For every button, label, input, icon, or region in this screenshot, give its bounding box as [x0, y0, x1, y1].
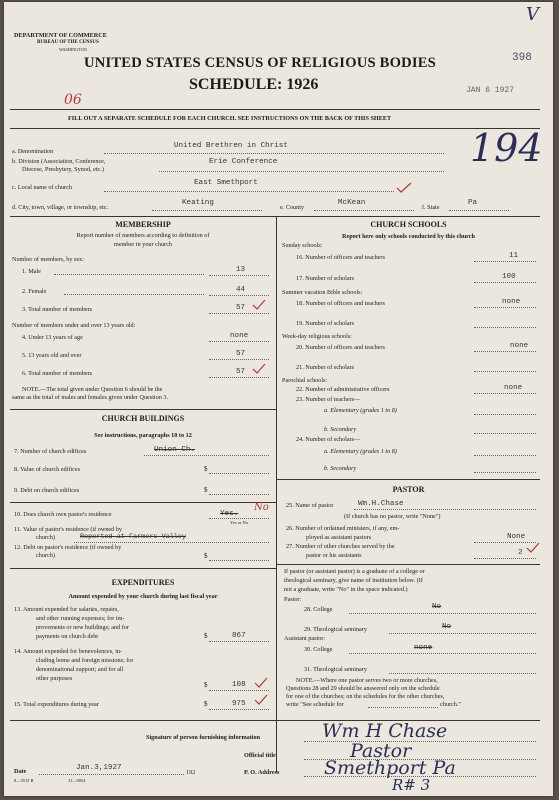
schools-heading: CHURCH SCHOOLS — [370, 220, 447, 229]
benevolences-label-3: denominational support; and for all — [36, 666, 124, 673]
form-title: UNITED STATES CENSUS OF RELIGIOUS BODIES — [84, 55, 436, 71]
expenditures-top-rule — [10, 568, 276, 569]
edifice-value-label: 8. Value of church edifices — [14, 466, 81, 473]
summer-officers-value: none — [502, 298, 521, 306]
pastor-sub-label: Pastor: — [284, 596, 302, 603]
sunday-officers-value: 11 — [509, 252, 519, 260]
total-members-value-q6: 57 — [236, 368, 246, 376]
handwritten-code: 06 — [64, 92, 82, 108]
instruction-rule — [10, 128, 540, 129]
edifice-value-line — [209, 473, 269, 474]
graduate-instruction-3: not a graduate, write "No" in the space indicated.) — [284, 586, 408, 593]
pastor-top-rule — [276, 479, 540, 480]
total-expenditures-line — [209, 709, 269, 710]
state-value: Pa — [468, 199, 478, 207]
address-value: Smethport Pa — [324, 757, 456, 779]
summer-officers-line — [474, 307, 536, 308]
city-label: WASHINGTON — [59, 47, 87, 52]
pastor-name-value: Wm.H.Chase — [358, 500, 404, 508]
signature-label: Signature of person furnishing information — [146, 734, 261, 741]
official-title-value: Pastor — [350, 740, 412, 762]
admin-officers-label: 22. Number of administrative officers — [296, 386, 390, 393]
date-line — [39, 774, 184, 775]
handwritten-margin-number: 194 — [470, 126, 543, 170]
total-members-line-q3 — [209, 313, 269, 314]
running-expenses-label-1: 13. Amount expended for salaries, repairs, — [14, 606, 119, 613]
running-expenses-label-2: and other running expenses; for im- — [36, 615, 125, 622]
column-divider — [276, 216, 277, 772]
buildings-top-rule — [10, 409, 276, 410]
residence-debt-dollar: $ — [204, 552, 208, 560]
assistant-pastor-sub-label: Assistant pastor: — [284, 635, 326, 642]
denomination-line — [104, 153, 444, 154]
teachers-elementary-line — [474, 414, 536, 415]
admin-officers-value: none — [504, 384, 523, 392]
signature-value: Wm H Chase — [322, 720, 448, 742]
signature-line — [304, 741, 536, 742]
sunday-officers-label: 16. Number of officers and teachers — [296, 254, 385, 261]
scholars-elementary-label: a. Elementary (grades 1 to 8) — [324, 448, 397, 455]
scholars-elementary-line — [474, 455, 536, 456]
sunday-scholars-label: 17. Number of scholars — [296, 275, 355, 282]
summer-officers-label: 18. Number of officers and teachers — [296, 300, 385, 307]
weekday-officers-label: 20. Number of officers and teachers — [296, 344, 385, 351]
benevolences-label-2: cluding home and foreign missions; for — [36, 657, 134, 664]
weekday-officers-line — [474, 351, 536, 352]
state-line — [449, 210, 509, 211]
residence-debt-label-1: 12. Debt on pastor's residence (if owned by — [14, 544, 122, 551]
admin-officers-line — [474, 393, 536, 394]
signature-top-rule — [10, 720, 540, 721]
owns-residence-label: 10. Does church own pastor's residence — [14, 511, 112, 518]
benevolences-label-1: 14. Amount expended for benevolences, in- — [14, 648, 123, 655]
pastor-name-label: 25. Name of pastor — [286, 502, 334, 509]
teachers-elementary-label: a. Elementary (grades 1 to 8) — [324, 407, 397, 414]
header-rule — [10, 109, 540, 110]
membership-heading: MEMBERSHIP — [115, 220, 171, 229]
form-code: 8—5515 B — [14, 778, 34, 783]
residence-value-label-2: church) — [36, 534, 55, 541]
assistant-college-value: none — [414, 644, 433, 652]
graduate-instruction-2: theological seminary, give name of institution below. (If — [284, 577, 423, 584]
total-members-label-q3: 3. Total number of members — [22, 306, 93, 313]
date-year-suffix: 192 — [186, 769, 196, 776]
membership-intro-1: Report number of members according to definition of — [76, 232, 210, 239]
pastor-name-hint: (If church has no pastor, write "None") — [344, 513, 441, 520]
pastor-note-2: Questions 28 and 29 should be answered only on the schedule — [286, 685, 440, 692]
pastor-college-line — [349, 613, 536, 614]
male-leader — [54, 274, 204, 275]
benevolences-value: 108 — [232, 681, 246, 689]
department-label: DEPARTMENT OF COMMERCE — [14, 32, 107, 39]
assistant-ministers-value: None — [507, 533, 526, 541]
residence-value-typed: Reported at Farmers Valley — [80, 533, 187, 541]
pastor-heading: PASTOR — [392, 485, 425, 494]
pastor-note-3: for one of the churches; on the schedules for the other churches, — [286, 693, 445, 700]
teachers-secondary-label: b. Secondary — [324, 426, 357, 433]
bureau-label: BUREAU OF THE CENSUS — [37, 40, 99, 45]
separate-schedule-instruction: FILL OUT A SEPARATE SCHEDULE FOR EACH CHURCH. SEE INSTRUCTIONS ON THE BACK OF THIS SHEET — [68, 115, 392, 122]
female-line — [209, 295, 269, 296]
red-check-icon — [252, 299, 266, 311]
running-expenses-label-4: payments on church debt — [36, 633, 99, 640]
teachers-label: 23. Number of teachers— — [296, 396, 361, 403]
red-check-icon — [252, 363, 266, 375]
division-label-line1: b. Division (Association, Conference, — [12, 158, 106, 165]
weekday-scholars-label: 21. Number of scholars — [296, 364, 355, 371]
church-edifices-line — [144, 455, 269, 456]
official-title-label: Official title — [244, 752, 276, 759]
membership-intro-2: member in your church — [114, 241, 172, 248]
denomination-value: United Brethren in Christ — [174, 142, 288, 150]
assistant-college-line — [349, 653, 536, 654]
other-churches-label-1: 27. Number of other churches served by the — [286, 543, 395, 550]
city-township-label: d. City, town, village, or township, etc. — [12, 204, 109, 211]
running-expenses-dollar: $ — [204, 632, 208, 640]
over-13-label: 5. 13 years old and over — [22, 352, 82, 359]
red-check-icon — [254, 694, 268, 706]
yes-or-no-hint: Yes or No — [230, 520, 249, 525]
schools-instruction: Report here only schools conducted by this church — [342, 233, 475, 240]
date-value: Jan.3,1927 — [76, 764, 122, 772]
owns-residence-typed: Yes. — [220, 510, 239, 518]
buildings-instruction: See instructions, paragraphs 10 to 12 — [94, 432, 192, 439]
edifice-debt-dollar: $ — [204, 486, 208, 494]
pastor-note-1: NOTE.—Where one pastor serves two or more churches, — [296, 677, 438, 684]
female-leader — [64, 294, 204, 295]
residence-debt-line — [209, 560, 269, 561]
summer-schools-label: Summer vacation Bible schools: — [282, 289, 363, 296]
benevolences-dollar: $ — [204, 681, 208, 689]
denomination-label: a. Denomination — [12, 148, 54, 155]
male-line — [209, 275, 269, 276]
total-expenditures-label: 15. Total expenditures during year — [14, 701, 99, 708]
county-label: e. County — [280, 204, 305, 211]
owns-residence-line — [209, 518, 269, 519]
residence-value-label-1: 11. Value of pastor's residence (if owned by — [14, 526, 122, 533]
under-13-value: none — [230, 332, 249, 340]
division-line — [159, 171, 444, 172]
division-label-line2: Diocese, Presbytery, Synod, etc.) — [22, 166, 104, 173]
address-label: P. O. Address — [244, 769, 280, 776]
expenditures-instruction: Amount expended by your church during last fiscal year — [68, 593, 218, 600]
summer-scholars-label: 19. Number of scholars — [296, 320, 355, 327]
pastor-seminary-label: 29. Theological seminary — [304, 626, 367, 633]
division-value: Erie Conference — [209, 158, 278, 166]
weekday-officers-value: none — [510, 342, 529, 350]
pastor-college-value: No — [432, 603, 442, 611]
membership-note-2: same as the total of males and females given under Question 3. — [12, 394, 169, 401]
church-edifices-label: 7. Number of church edifices — [14, 448, 87, 455]
city-township-value: Keating — [182, 199, 214, 207]
county-line — [314, 210, 414, 211]
benevolences-line — [209, 690, 269, 691]
total-expenditures-value: 975 — [232, 700, 246, 708]
census-schedule-sheet — [4, 2, 553, 796]
running-expenses-value: 867 — [232, 632, 246, 640]
total-members-label-q6: 6. Total number of members — [22, 370, 93, 377]
pastor-note-4: write "See schedule for — [286, 701, 344, 708]
buildings-heading: CHURCH BUILDINGS — [101, 414, 185, 423]
assistant-college-label: 30. College — [304, 646, 333, 653]
members-by-sex-label: Number of members, by sex: — [12, 256, 84, 263]
sunday-scholars-line — [474, 282, 536, 283]
buildings-mid-rule — [10, 502, 276, 503]
summer-scholars-line — [474, 327, 536, 328]
edifice-debt-label: 9. Debt on church edifices — [14, 487, 80, 494]
benevolences-label-4: other purposes — [36, 675, 73, 682]
form-code-2: 11—9054 — [68, 778, 86, 783]
red-check-icon — [526, 542, 540, 554]
received-date-stamp: JAN 6 1927 — [466, 86, 515, 95]
schedule-title: SCHEDULE: 1926 — [189, 76, 319, 93]
county-value: McKean — [338, 199, 366, 207]
parochial-schools-label: Parochial schools: — [282, 377, 328, 384]
owns-residence-handwritten: No — [254, 502, 269, 513]
total-members-line-q6 — [209, 377, 269, 378]
female-value: 44 — [236, 286, 246, 294]
edifice-debt-line — [209, 494, 269, 495]
edifice-value-dollar: $ — [204, 465, 208, 473]
pastor-seminary-line — [389, 633, 536, 634]
assistant-ministers-label-1: 26. Number of ordained ministers, if any, em- — [286, 525, 400, 532]
local-name-line — [104, 191, 394, 192]
city-township-line — [152, 210, 262, 211]
running-expenses-line — [209, 641, 269, 642]
local-name-value: East Smethport — [194, 179, 258, 187]
over-13-value: 57 — [236, 350, 246, 358]
scholars-label: 24. Number of scholars— — [296, 436, 361, 443]
total-members-value-q3: 57 — [236, 304, 246, 312]
state-label: f. State — [422, 204, 440, 211]
scholars-secondary-line — [474, 472, 536, 473]
date-label: Date — [14, 768, 27, 775]
assistant-ministers-label-2: ployed as assistant pastors — [306, 534, 372, 541]
other-churches-line — [474, 558, 536, 559]
sunday-scholars-value: 100 — [502, 273, 516, 281]
male-label: 1. Male — [22, 268, 41, 275]
sunday-schools-label: Sunday schools: — [282, 242, 323, 249]
other-churches-label-2: pastor or his assistants — [306, 552, 362, 559]
pastor-note-5: church." — [440, 701, 461, 708]
sunday-officers-line — [474, 261, 536, 262]
corner-check-mark: V — [526, 4, 539, 25]
pastor-name-line — [354, 509, 536, 510]
residence-value-line — [74, 542, 269, 543]
pastor-note-line — [368, 707, 438, 708]
red-check-icon — [396, 182, 412, 194]
red-check-icon — [254, 677, 268, 689]
teachers-secondary-line — [474, 433, 536, 434]
section-top-rule — [10, 216, 540, 217]
pastor-seminary-value: No — [442, 623, 452, 631]
scholars-secondary-label: b. Secondary — [324, 465, 357, 472]
expenditures-heading: EXPENDITURES — [111, 578, 175, 587]
weekday-schools-label: Week-day religious schools: — [282, 333, 352, 340]
address-value-rural-route: R# 3 — [392, 776, 431, 794]
pastor-college-label: 28. College — [304, 606, 333, 613]
assistant-seminary-label: 31. Theological seminary — [304, 666, 367, 673]
residence-debt-label-2: church) — [36, 552, 55, 559]
weekday-scholars-line — [474, 371, 536, 372]
running-expenses-label-3: provements or new buildings; and for — [36, 624, 129, 631]
file-number-stamp: 398 — [512, 52, 532, 64]
other-churches-value: 2 — [518, 549, 523, 557]
age-breakdown-label: Number of members under and over 13 years old: — [12, 322, 136, 329]
under-13-label: 4. Under 13 years of age — [22, 334, 83, 341]
assistant-seminary-line — [389, 673, 536, 674]
over-13-line — [209, 359, 269, 360]
local-name-label: c. Local name of church — [12, 184, 72, 191]
graduate-instruction-1: If pastor (or assistant pastor) is a graduate of a college or — [284, 568, 425, 575]
total-expenditures-dollar: $ — [204, 700, 208, 708]
male-value: 13 — [236, 266, 246, 274]
female-label: 2. Female — [22, 288, 47, 295]
under-13-line — [209, 341, 269, 342]
graduate-top-rule — [276, 564, 540, 565]
membership-note-1: NOTE.—The total given under Question 6 should be the — [22, 386, 163, 393]
church-edifices-value: Union Ch. — [154, 446, 196, 454]
